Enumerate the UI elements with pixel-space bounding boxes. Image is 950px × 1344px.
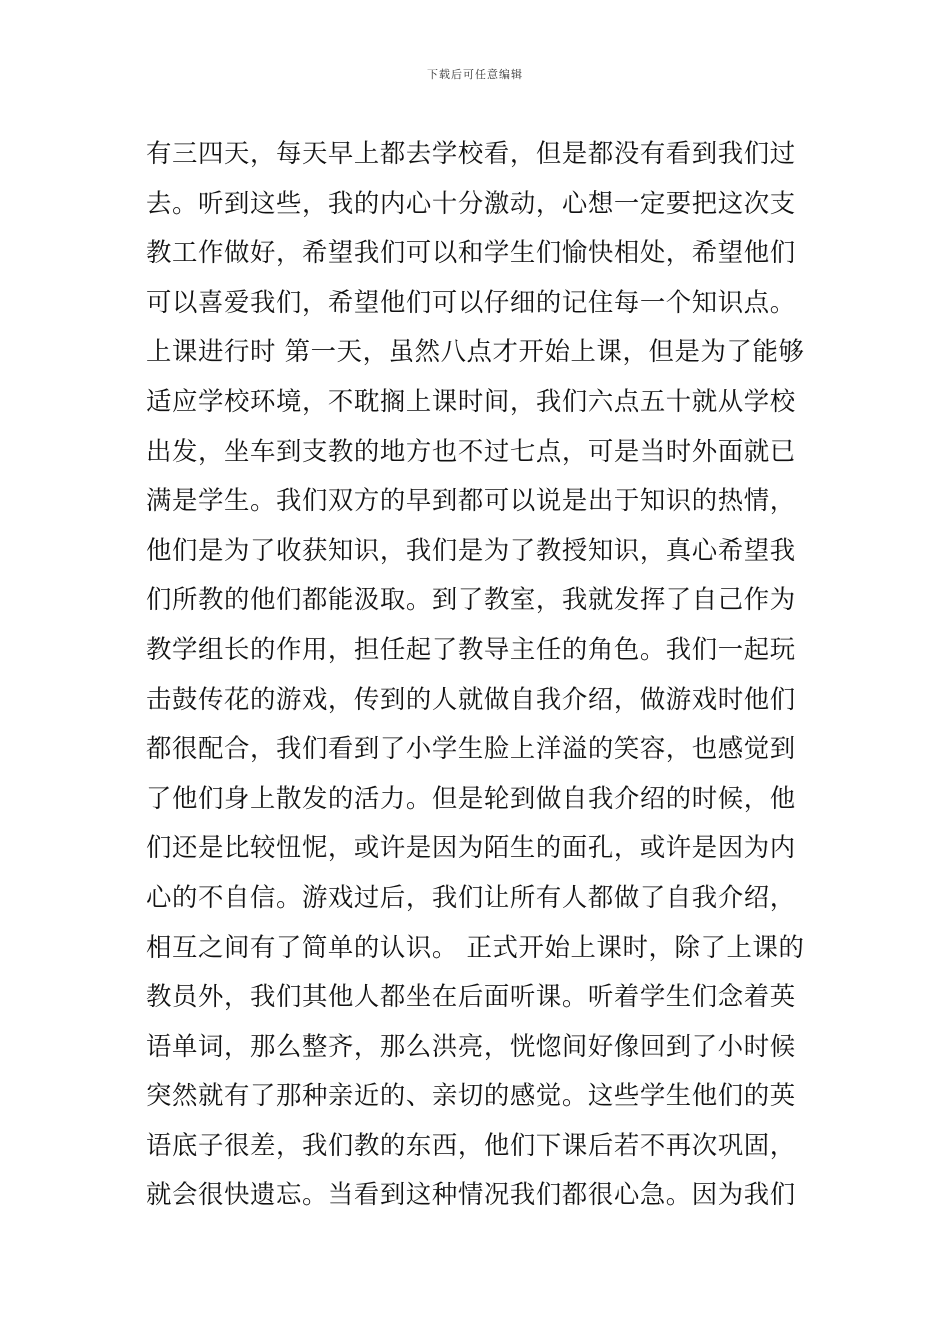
text-line: 语单词，那么整齐，那么洪亮，恍惚间好像回到了小时候 — [146, 1030, 796, 1061]
text-line: 去。听到这些，我的内心十分激动，心想一定要把这次支 — [146, 187, 796, 218]
text-line: 相互之间有了简单的认识。 正式开始上课时，除了上课的 — [146, 931, 805, 962]
text-line: 满是学生。我们双方的早到都可以说是出于知识的热情， — [146, 485, 796, 516]
text-line: 上课进行时 第一天，虽然八点才开始上课，但是为了能够 — [146, 336, 805, 367]
text-line: 出发，坐车到支教的地方也不过七点，可是当时外面就已 — [146, 435, 796, 466]
text-line: 就会很快遗忘。当看到这种情况我们都很心急。因为我们 — [146, 1179, 796, 1210]
text-line: 教学组长的作用，担任起了教导主任的角色。我们一起玩 — [146, 633, 796, 664]
text-line: 心的不自信。游戏过后，我们让所有人都做了自我介绍， — [146, 881, 796, 912]
text-line: 他们是为了收获知识，我们是为了教授知识，真心希望我 — [146, 534, 796, 565]
text-line: 教员外，我们其他人都坐在后面听课。听着学生们念着英 — [146, 981, 796, 1012]
body-text — [146, 129, 816, 1220]
header-note: 下载后可任意编辑 — [427, 68, 523, 81]
text-line: 们还是比较忸怩，或许是因为陌生的面孔，或许是因为内 — [146, 832, 796, 863]
text-line: 都很配合，我们看到了小学生脸上洋溢的笑容，也感觉到 — [146, 733, 796, 764]
text-line: 语底子很差，我们教的东西，他们下课后若不再次巩固， — [146, 1129, 796, 1160]
text-line: 击鼓传花的游戏，传到的人就做自我介绍，做游戏时他们 — [146, 683, 796, 714]
text-line: 教工作做好，希望我们可以和学生们愉快相处，希望他们 — [146, 237, 796, 268]
text-line: 们所教的他们都能汲取。到了教室，我就发挥了自己作为 — [146, 584, 796, 615]
text-line: 可以喜爱我们，希望他们可以仔细的记住每一个知识点。 — [146, 286, 796, 317]
text-line: 适应学校环境，不耽搁上课时间，我们六点五十就从学校 — [146, 385, 796, 416]
text-line: 了他们身上散发的活力。但是轮到做自我介绍的时候，他 — [146, 782, 796, 813]
text-line: 有三四天，每天早上都去学校看，但是都没有看到我们过 — [146, 138, 796, 168]
text-line: 突然就有了那种亲近的、亲切的感觉。这些学生他们的英 — [146, 1080, 796, 1111]
